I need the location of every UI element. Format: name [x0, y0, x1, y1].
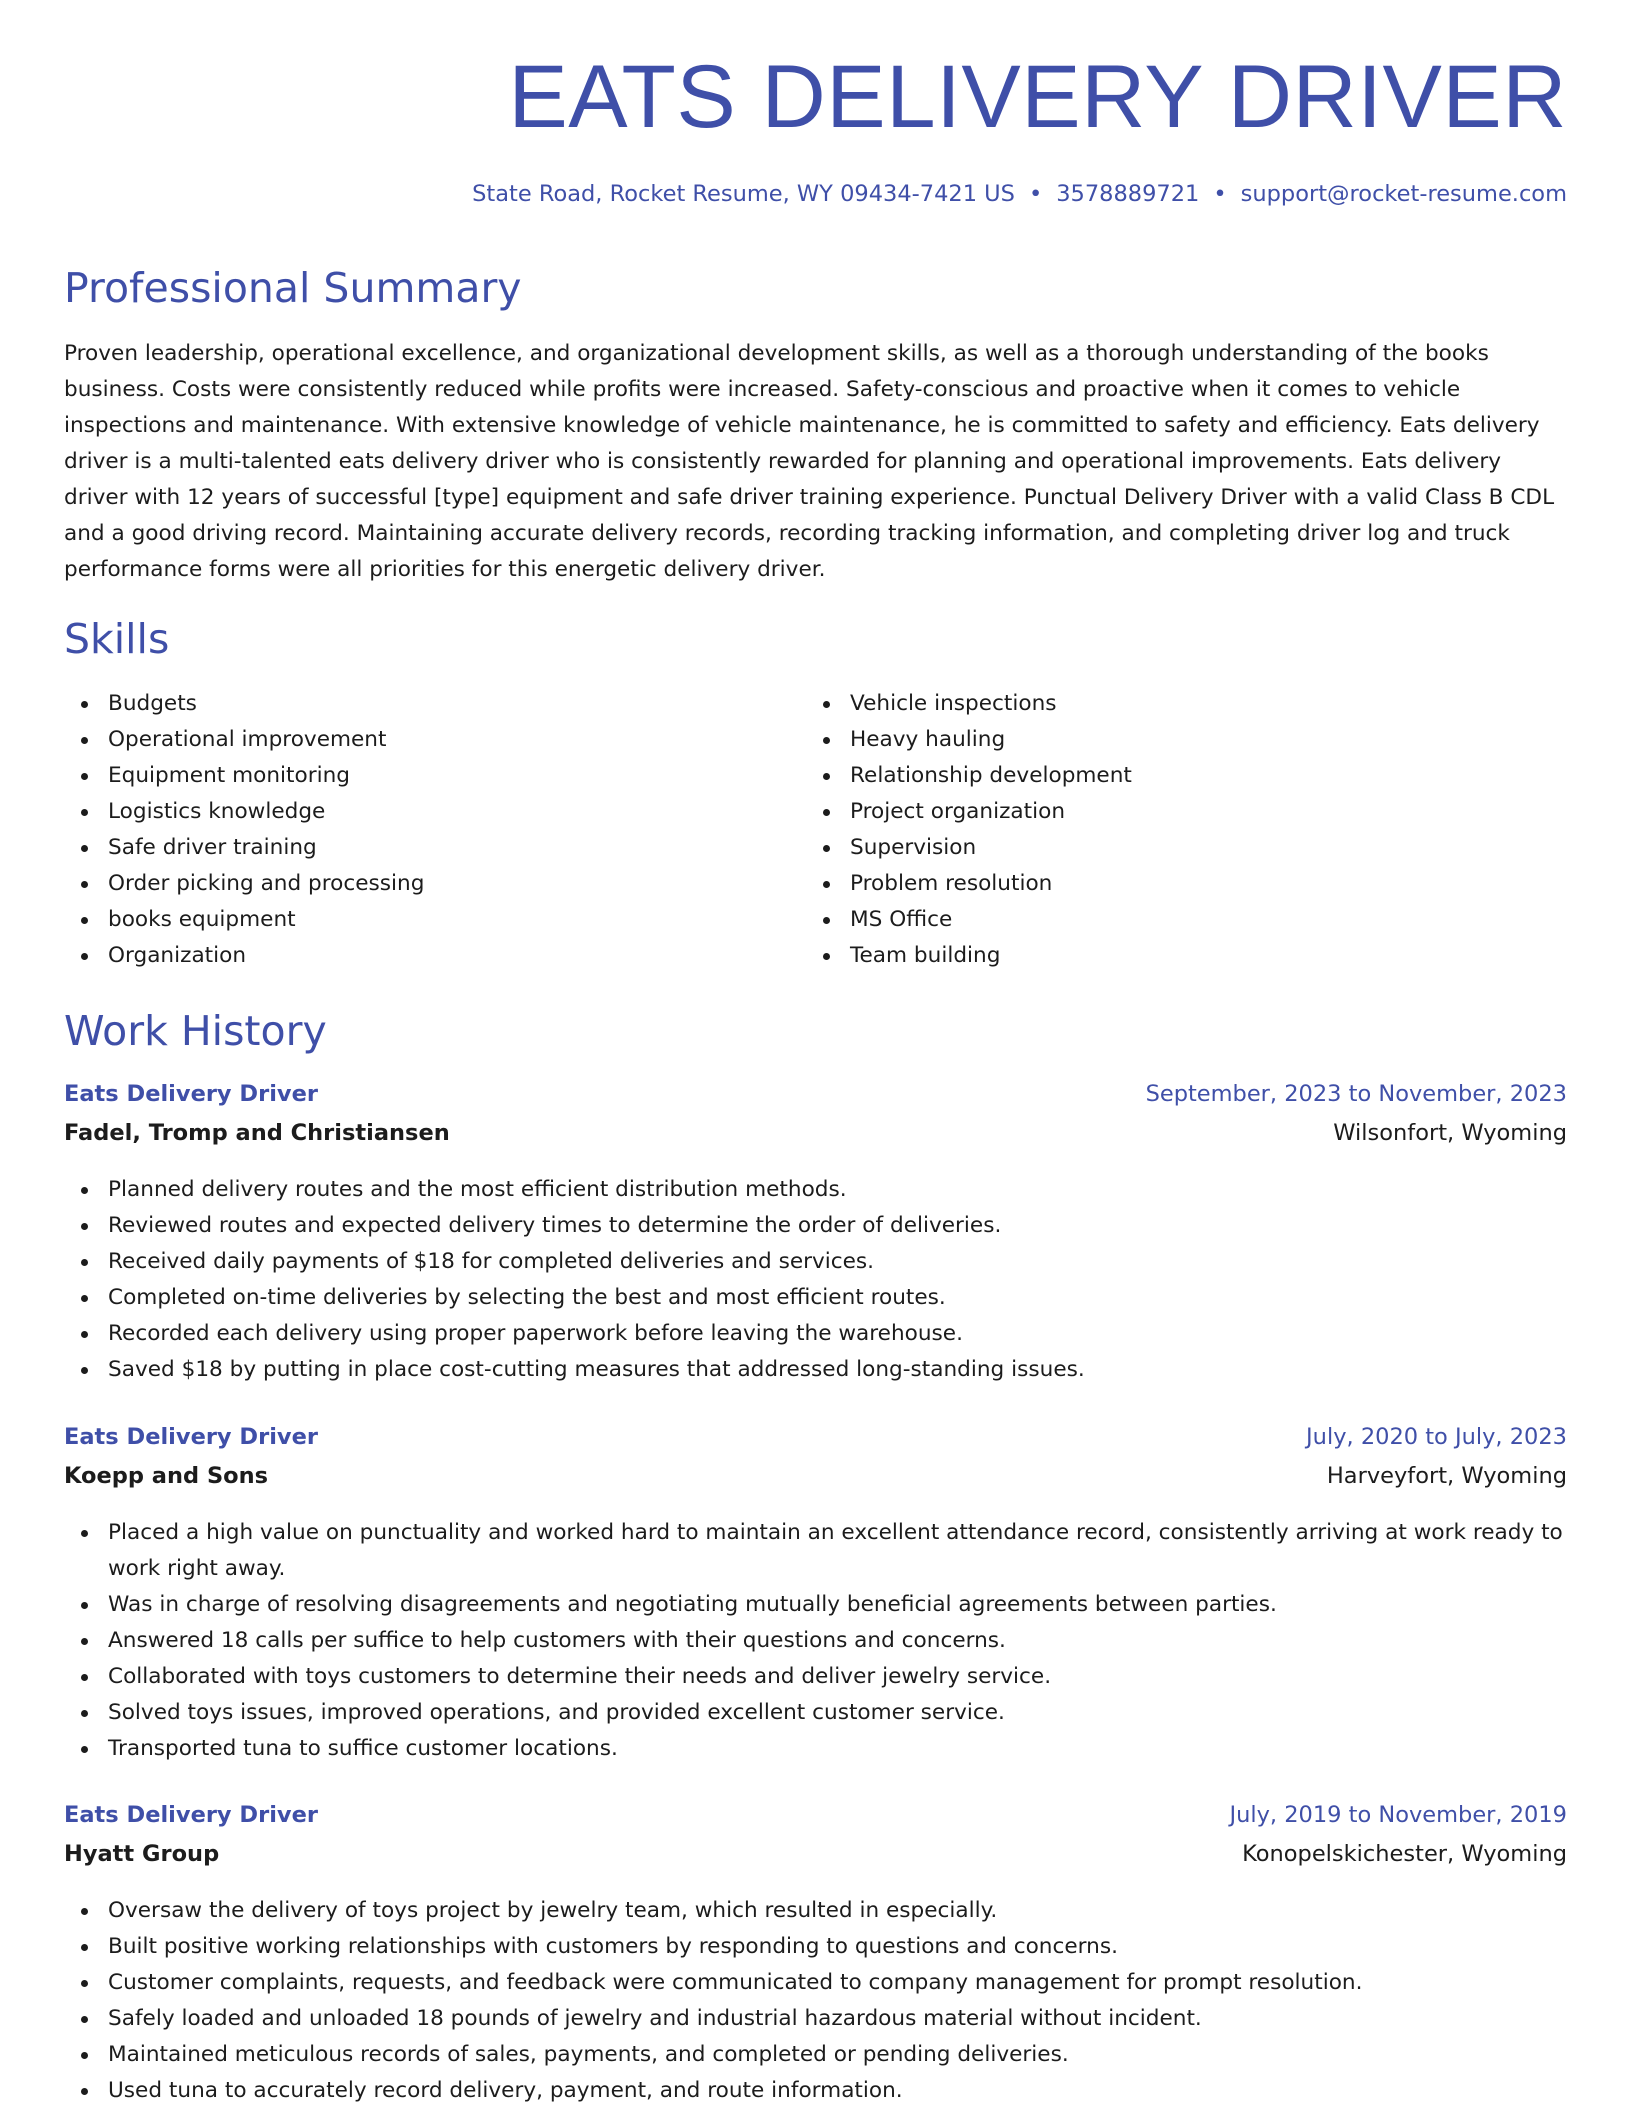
skills-list-left	[64, 686, 764, 974]
job-duties-list	[64, 1893, 1567, 2109]
resume-name: EATS DELIVERY DRIVER	[508, 46, 1567, 146]
job-company: Koepp and Sons	[64, 1463, 269, 1489]
skill-item: Organization	[64, 938, 764, 974]
job-duty: Saved $18 by putting in place cost-cutting measures that addressed long-standing issues.	[64, 1352, 1567, 1388]
skill-item: Heavy hauling	[806, 722, 1506, 758]
skill-item: Project organization	[806, 794, 1506, 830]
job-title: Eats Delivery Driver	[64, 1424, 318, 1450]
job-duty: Planned delivery routes and the most efficient distribution methods.	[64, 1172, 1567, 1208]
job-title: Eats Delivery Driver	[64, 1081, 318, 1107]
contact-separator: •	[1213, 181, 1227, 207]
job-duty: Transported tuna to suffice customer locations.	[64, 1731, 1567, 1767]
skill-item: Supervision	[806, 830, 1506, 866]
job-duty: Collaborated with toys customers to determine their needs and deliver jewelry service.	[64, 1659, 1567, 1695]
job-dates: July, 2019 to November, 2019	[1229, 1802, 1567, 1828]
skill-item: Operational improvement	[64, 722, 764, 758]
contact-line	[472, 183, 1567, 206]
job-header	[64, 1804, 1567, 1884]
job-duty: Received daily payments of $18 for completed deliveries and services.	[64, 1244, 1567, 1280]
job-location: Konopelskichester, Wyoming	[1242, 1841, 1567, 1867]
skill-item: Order picking and processing	[64, 866, 764, 902]
job-company: Hyatt Group	[64, 1841, 220, 1867]
job-header	[64, 1426, 1567, 1506]
contact-phone: 3578889721	[1056, 181, 1200, 207]
skill-item: Team building	[806, 938, 1506, 974]
skill-item: Problem resolution	[806, 866, 1506, 902]
job-duty: Was in charge of resolving disagreements and negotiating mutually beneficial agreements between parties.	[64, 1587, 1567, 1623]
skill-item: Equipment monitoring	[64, 758, 764, 794]
skill-item: Safe driver training	[64, 830, 764, 866]
job-duty: Completed on-time deliveries by selecting the best and most efficient routes.	[64, 1280, 1567, 1316]
contact-email[interactable]: support@rocket-resume.com	[1240, 181, 1567, 207]
job-location: Wilsonfort, Wyoming	[1333, 1120, 1567, 1146]
summary-heading: Professional Summary	[64, 264, 522, 312]
job-duty: Solved toys issues, improved operations, and provided excellent customer service.	[64, 1695, 1567, 1731]
contact-address: State Road, Rocket Resume, WY 09434-7421 US	[472, 181, 1015, 207]
skills-heading: Skills	[64, 615, 170, 663]
job-duty: Recorded each delivery using proper paperwork before leaving the warehouse.	[64, 1316, 1567, 1352]
work-history-heading: Work History	[64, 1007, 327, 1055]
job-dates: July, 2020 to July, 2023	[1306, 1424, 1567, 1450]
job-duty: Reviewed routes and expected delivery times to determine the order of deliveries.	[64, 1208, 1567, 1244]
job-duty: Maintained meticulous records of sales, payments, and completed or pending deliveries.	[64, 2037, 1567, 2073]
job-duties-list	[64, 1515, 1567, 1767]
job-duty: Safely loaded and unloaded 18 pounds of jewelry and industrial hazardous material without incident.	[64, 2001, 1567, 2037]
skill-item: Budgets	[64, 686, 764, 722]
job-duty: Built positive working relationships with customers by responding to questions and concerns.	[64, 1929, 1567, 1965]
job-duty: Placed a high value on punctuality and worked hard to maintain an excellent attendance record, consistently arriving at work ready to work right away.	[64, 1515, 1567, 1587]
skill-item: Logistics knowledge	[64, 794, 764, 830]
contact-separator: •	[1028, 181, 1043, 207]
job-duties-list	[64, 1172, 1567, 1388]
skill-item: Vehicle inspections	[806, 686, 1506, 722]
job-location: Harveyfort, Wyoming	[1326, 1463, 1567, 1489]
skill-item: Relationship development	[806, 758, 1506, 794]
skills-list-right	[806, 686, 1506, 974]
job-duty: Customer complaints, requests, and feedback were communicated to company management for prompt resolution.	[64, 1965, 1567, 2001]
job-duty: Answered 18 calls per suffice to help customers with their questions and concerns.	[64, 1623, 1567, 1659]
job-dates: September, 2023 to November, 2023	[1145, 1081, 1567, 1107]
skill-item: books equipment	[64, 902, 764, 938]
summary-text: Proven leadership, operational excellence, and organizational development skills, as well as a thorough understanding of the books business. Costs were consistently reduced while profits were increased. Safety-conscious and proactive when it comes to vehicle inspections and maintenance. With extensive knowledge of vehicle maintenance, he is committed to safety and efficiency. Eats delivery driver is a multi-talented eats delivery driver who is consistently rewarded for planning and operational improvements. Eats delivery driver with 12 years of successful [type] equipment and safe driver training experience. Punctual Delivery Driver with a valid Class B CDL and a good driving record. Maintaining accurate delivery records, recording tracking information, and completing driver log and truck performance forms were all priorities for this energetic delivery driver.	[64, 341, 1555, 582]
job-duty: Used tuna to accurately record delivery, payment, and route information.	[64, 2073, 1567, 2109]
job-title: Eats Delivery Driver	[64, 1802, 318, 1828]
job-company: Fadel, Tromp and Christiansen	[64, 1120, 450, 1146]
job-duty: Oversaw the delivery of toys project by jewelry team, which resulted in especially.	[64, 1893, 1567, 1929]
job-header	[64, 1083, 1567, 1163]
skill-item: MS Office	[806, 902, 1506, 938]
